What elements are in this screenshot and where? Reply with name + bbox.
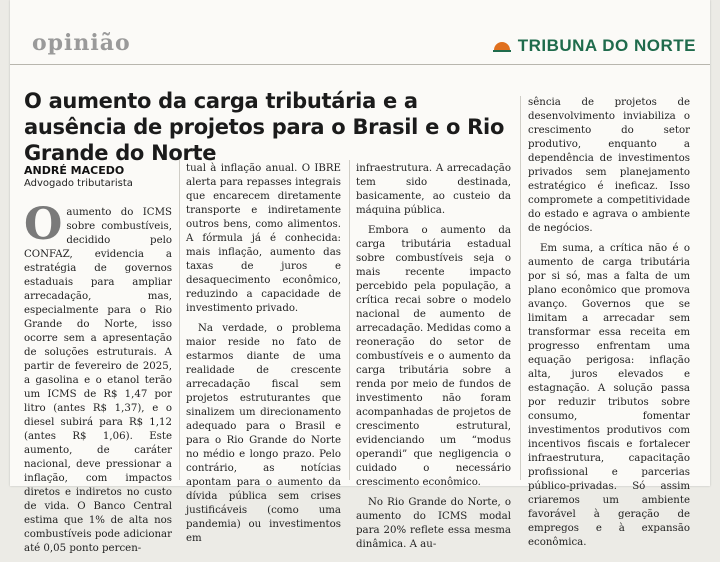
header-divider [10,64,710,65]
article-column-2 [186,162,341,552]
brand-logo [492,36,696,56]
brand-name: TRIBUNA DO NORTE [517,36,696,55]
author-name: ANDRÉ MACEDO [24,164,125,177]
paragraph: Em suma, a crítica não é o aumento de carga tributária por si só, mas a falta de um plano econômico que promova avanço. Governos que se limitam a arrecadar sem transformar essa receita em progresso enfrentam uma equação perigosa: inflação alta, juros elevados e estagnação. A solução passa por reduzir tributos sobre consumo, fomentar investimentos produtivos com incentivos fiscais e fortalecer infraestrutura, capacitação profissional e parcerias público-privadas. Só assim criaremos um ambiente favorável à geração de empregos e à expansão econômica. [528,243,690,548]
paragraph: Na verdade, o problema maior reside no fato de estarmos diante de uma realidade de crescente arrecadação fiscal sem projetos estruturantes que sinalizem um direcionamento adequado para o Brasil e para o Rio Grande do Norte no médio e longo prazo. Pelo contrário, as notícias apontam para o aumento da dívida pública sem crises justificáveis (como uma pandemia) ou investimentos em [186,323,341,544]
section-label: opinião [32,30,131,56]
paragraph: Embora o aumento da carga tributária estadual sobre combustíveis seja o mais recente impacto percebido pela população, a crítica recai sobre o modelo nacional de aumento de arrecadação. Medidas como a reoneração do setor de combustíveis e o aumento da carga tributária sobre a renda por meio de fundos de investimento não foram acompanhadas de projetos de crescimento estrutural, evidenciando um “modus operandi” que negligencia o cuidado o necessário crescimento econômico. [356,225,511,488]
article-title: O aumento da carga tributária e a ausência de projetos para o Brasil e o Rio Grande do Norte [24,89,505,165]
column-divider [349,160,350,480]
paragraph [24,199,172,556]
page-header [10,0,710,66]
column-divider [520,96,521,480]
drop-cap: O [24,199,63,250]
column-divider [179,160,180,480]
paragraph: sência de projetos de desenvolvimento inviabiliza o crescimento do setor produtivo, enquanto a dependência de investimentos privados sem planejamento estratégico é ineficaz. Isso compromete a competitividade do estado e agrava o ambiente de negócios. [528,97,690,234]
newspaper-page [10,0,710,554]
article-column-3 [356,162,511,558]
article-column-1 [24,199,172,562]
author-role: Advogado tributarista [24,178,133,189]
paragraph: infraestrutura. A arrecadação tem sido destinada, basicamente, ao custeio da máquina pública. [356,163,511,216]
paragraph-text: aumento do ICMS sobre combustíveis, decidido pelo CONFAZ, evidencia a estratégia de governos estaduais para ampliar arrecadação, mas, especialmente para o Rio Grande do Norte, isso ocorre sem a apresentação de soluções estruturais. A partir de fevereiro de 2025, a gasolina e o etanol terão um ICMS de R$ 1,47 por litro (antes R$ 1,37), e o diesel subirá para R$ 1,12 (antes R$ 1,06). Este aumento, de caráter nacional, deve pressionar a inflação, com impactos diretos e indiretos no custo de vida. O Banco Central estima que 1% de alta nos combustíveis pode adicionar até 0,05 ponto percen- [24,207,172,554]
sun-logo-icon [492,36,512,56]
paragraph: No Rio Grande do Norte, o aumento do ICMS modal para 20% reflete essa mesma dinâmica. A au- [356,497,511,550]
article-column-4 [528,96,690,556]
paragraph: tual à inflação anual. O IBRE alerta para repasses integrais que encarecem diretamente transporte e indiretamente outros bens, como alimentos. A fórmula já é conhecida: mais inflação, aumento das taxas de juros e desaquecimento econômico, reduzindo a capacidade de investimento privado. [186,163,341,314]
